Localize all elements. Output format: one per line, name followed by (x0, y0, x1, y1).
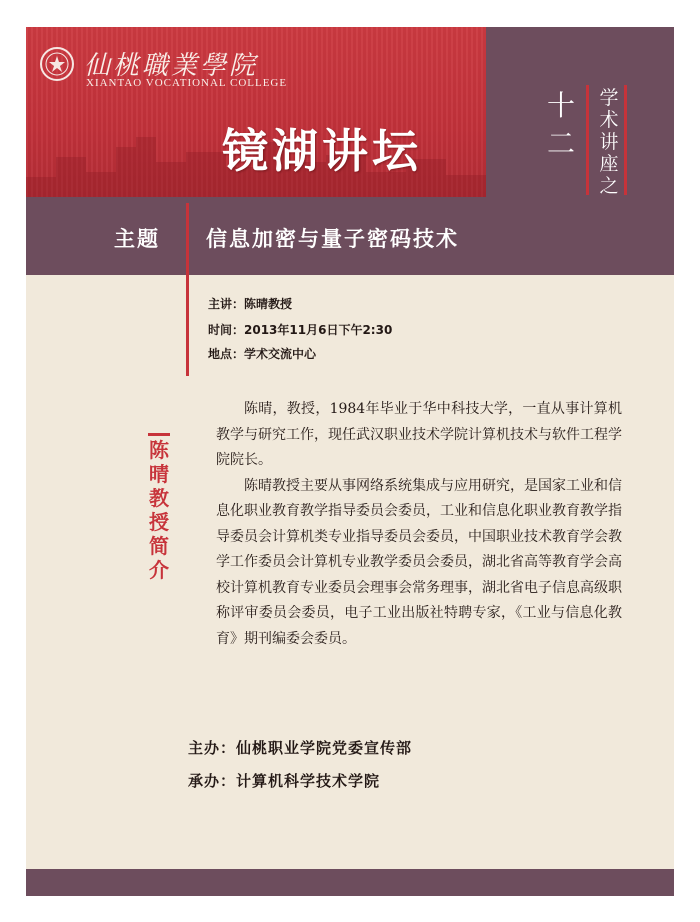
bio-heading-bar (148, 433, 170, 436)
college-name-en: XIANTAO VOCATIONAL COLLEGE (86, 77, 288, 89)
bio-heading-char: 陈 (149, 438, 169, 462)
place-info: 地点：学术交流中心 (208, 347, 317, 361)
time-info: 时间：2013年11月6日下午2:30 (208, 323, 393, 337)
vertical-divider (186, 203, 189, 376)
forum-title: 镜湖讲坛 (222, 124, 422, 178)
bio-heading (146, 433, 172, 582)
bio-heading-char: 教 (149, 486, 169, 510)
topic-title: 信息加密与量子密码技术 (206, 227, 459, 251)
series-number: 十二 (546, 89, 575, 160)
bio-text (216, 397, 622, 652)
college-seal-icon (40, 47, 74, 81)
bio-heading-char: 授 (149, 510, 169, 534)
series-divider-right (624, 85, 627, 195)
bio-heading-char: 介 (149, 558, 169, 582)
bio-paragraph-1: 陈晴，教授，1984年毕业于华中科技大学，一直从事计算机教学与研究工作，现任武汉职业技术学院计算机技术与软件工程学院院长。 (216, 401, 622, 468)
series-divider-left (586, 85, 589, 195)
host-organizer: 主办：仙桃职业学院党委宣传部 (188, 739, 413, 757)
footer-band (26, 869, 674, 896)
speaker-info: 主讲：陈晴教授 (208, 297, 293, 311)
college-name-cn: 仙桃職業學院 (84, 51, 259, 81)
bio-heading-char: 晴 (149, 462, 169, 486)
series-label: 学术讲座之 (599, 87, 619, 197)
bio-heading-char: 简 (149, 534, 169, 558)
header-banner (26, 27, 486, 197)
bio-paragraph-2: 陈晴教授主要从事网络系统集成与应用研究，是国家工业和信息化职业教育教学指导委员会委员，工业和信息化职业教育教学指导委员会计算机类专业指导委员会委员，中国职业技术教育学会教学工作委员会计算机专业教学委员会委员，湖北省高等教育学会高校计算机教育专业委员会理事会常务理事，湖北省电子信息高级职称评审委员会委员，电子工业出版社特聘专家，《工业与信息化教育》期刊编委会委员。 (216, 477, 622, 647)
poster (26, 27, 674, 896)
co-host-organizer: 承办：计算机科学技术学院 (188, 772, 381, 790)
bio-heading-text (146, 438, 172, 582)
topic-label: 主题 (114, 227, 160, 251)
